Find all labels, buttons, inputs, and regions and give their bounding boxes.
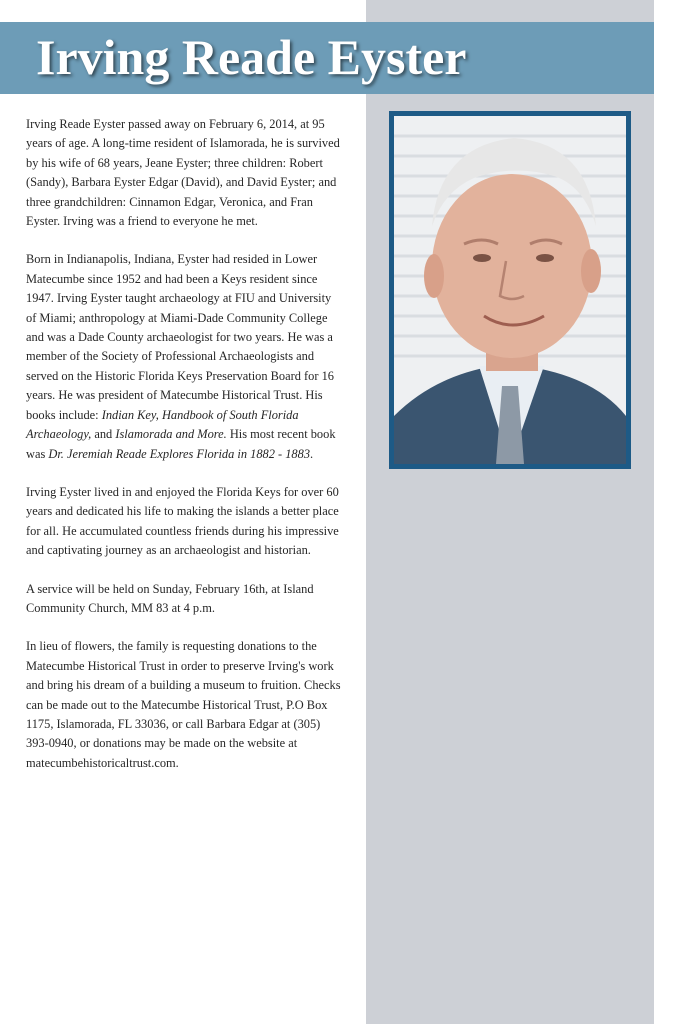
obituary-text: [26, 115, 344, 792]
book-title: Dr. Jeremiah Reade Explores Florida in 1882 - 1883: [48, 446, 311, 461]
book-title: Indian Key, Handbook of South Florida Archaeology,: [26, 407, 299, 442]
book-title: Islamorada and More.: [115, 427, 227, 442]
page-title: Irving Reade Eyster: [36, 29, 467, 85]
paragraph-intro: Irving Reade Eyster passed away on February 6, 2014, at 95 years of age. A long-time resident of Islamorada, he is survived by his wife of 68 years, Jeane Eyster; three children: Robert (Sandy), Barbara Eyster Edgar (David), and David Eyster; and three grandchildren: Cinnamon Edgar, Veronica, and Fran Eyster. Irving was a friend to everyone he met.: [26, 117, 340, 229]
paragraph-donations: In lieu of flowers, the family is requesting donations to the Matecumbe Historical Trust in order to preserve Irving's work and bring his dream of a building a museum to fruition. Checks can be made out to the Matecumbe Historical Trust, P.O Box 1175, Islamorada, FL 33036, or call Barbara Edgar at (305) 393-0940, or donations may be made on the website at matecumbehistoricaltrust.com.: [26, 639, 341, 770]
portrait-illustration: [394, 116, 626, 464]
paragraph-legacy: Irving Eyster lived in and enjoyed the Florida Keys for over 60 years and dedicated his life to making the islands a better place for all. He accumulated countless friends during his impressive and captivating journey as an archaeologist and historian.: [26, 484, 339, 558]
paragraph-biography: Born in Indianapolis, Indiana, Eyster had resided in Lower Matecumbe since 1952 and had been a Keys resident since 1947. Irving Eyster taught archaeology at FIU and University of Miami; anthropology at Miami-Dade Community College and was a Dade County archaeologist for two years. He was a member of the Society of Professional Archaeologists and served on the Historic Florida Keys Preservation Board for 16 years. He was president of Matecumbe Historical Trust. His books include: Indian Key, Handbook of South Florida Archaeology, and Islamorada and More. His most recent book was Dr. Jeremiah Reade Explores Florida in 1882 - 1883.: [26, 252, 336, 461]
portrait-photo: [389, 111, 631, 469]
paragraph-service: A service will be held on Sunday, February 16th, at Island Community Church, MM 83 at 4 p.m.: [26, 581, 314, 615]
